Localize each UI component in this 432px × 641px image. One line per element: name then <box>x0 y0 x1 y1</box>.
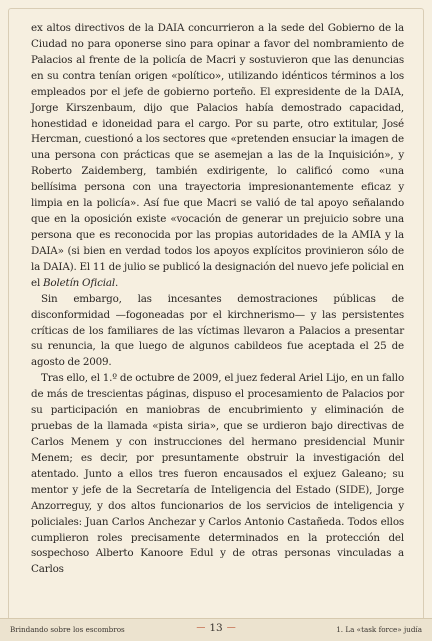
page-number: 13 <box>209 622 223 634</box>
paragraph-text: Sin embargo, las incesantes demostraciones públicas de disconformidad —fogoneadas por el kirchnerismo— y las persistentes críticas de los familiares de las víctimas llevaron a Palacios a presentar su renuncia, la que luego de algunos cabildeos fue aceptada el 25 de agosto de 2009. <box>31 292 404 369</box>
page-footer <box>0 618 432 641</box>
paragraph <box>31 21 404 292</box>
paragraph <box>31 292 404 372</box>
body-text <box>31 21 404 578</box>
chapter-title: 1. La «task force» judía <box>336 625 422 634</box>
paragraph-text: ex altos directivos de la DAIA concurrieron a la sede del Gobierno de la Ciudad no para oponerse sino para opinar a favor del nombramiento de Palacios al frente de la policía de Macri y sostuvieron que las denuncias en su contra tenían origen «político», utilizando idénticos términos a los empleados por el jefe de gobierno porteño. El expresidente de la DAIA, Jorge Kirszenbaum, dijo que Palacios había demostrado capacidad, honestidad e idoneidad para el cargo. Por su parte, otro extitular, José Hercman, cuestionó a los sectores que «pretenden ensuciar la imagen de una persona con prácticas que se asemejan a las de la Inquisición», y Roberto Zaidemberg, también exdirigente, lo calificó como «una bellísima persona con una trayectoria impresionantemente eficaz y limpia en la policía». Así fue que Macri se valió de tal apoyo señalando que en la oposición existe «vocación de generar un prejuicio sobre una persona que es reconocida por las propias autoridades de la AMIA y la DAIA» (si bien en verdad todos los apoyos explícitos provinieron sólo de la DAIA). El 11 de julio se publicó la designación del nuevo jefe policial en el <box>31 22 404 289</box>
paragraph <box>31 371 404 578</box>
page-number-dash-right: — <box>226 623 236 633</box>
paragraph-text: . <box>114 276 119 289</box>
italic-text: Boletín Oficial <box>42 276 115 289</box>
page-number-dash-left: — <box>196 623 206 633</box>
paragraph-text: Tras ello, el 1.º de octubre de 2009, el juez federal Ariel Lijo, en un fallo de más de trescientas páginas, dispuso el procesamiento de Palacios por su participación en maniobras de encubrimiento y eliminación de pruebas de la llamada «pista siria», que se urdieron bajo directivas de Carlos Menem y con instrucciones del hermano presidencial Munir Menem; es decir, por presuntamente obstruir la investigación del atentado. Junto a ellos tres fueron encausados el exjuez Galeano; su mentor y jefe de la Secretaría de Inteligencia del Estado (SIDE), Jorge Anzorreguy, y dos altos funcionarios de los servicios de inteligencia y policiales: Juan Carlos Anchezar y Carlos Antonio Castañeda. Todos ellos cumplieron roles precisamente determinados en la protección del sospechoso Alberto Kanoore Edul y de otras personas vinculadas a Carlos <box>31 372 404 576</box>
book-title: Brindando sobre los escombros <box>10 625 125 634</box>
